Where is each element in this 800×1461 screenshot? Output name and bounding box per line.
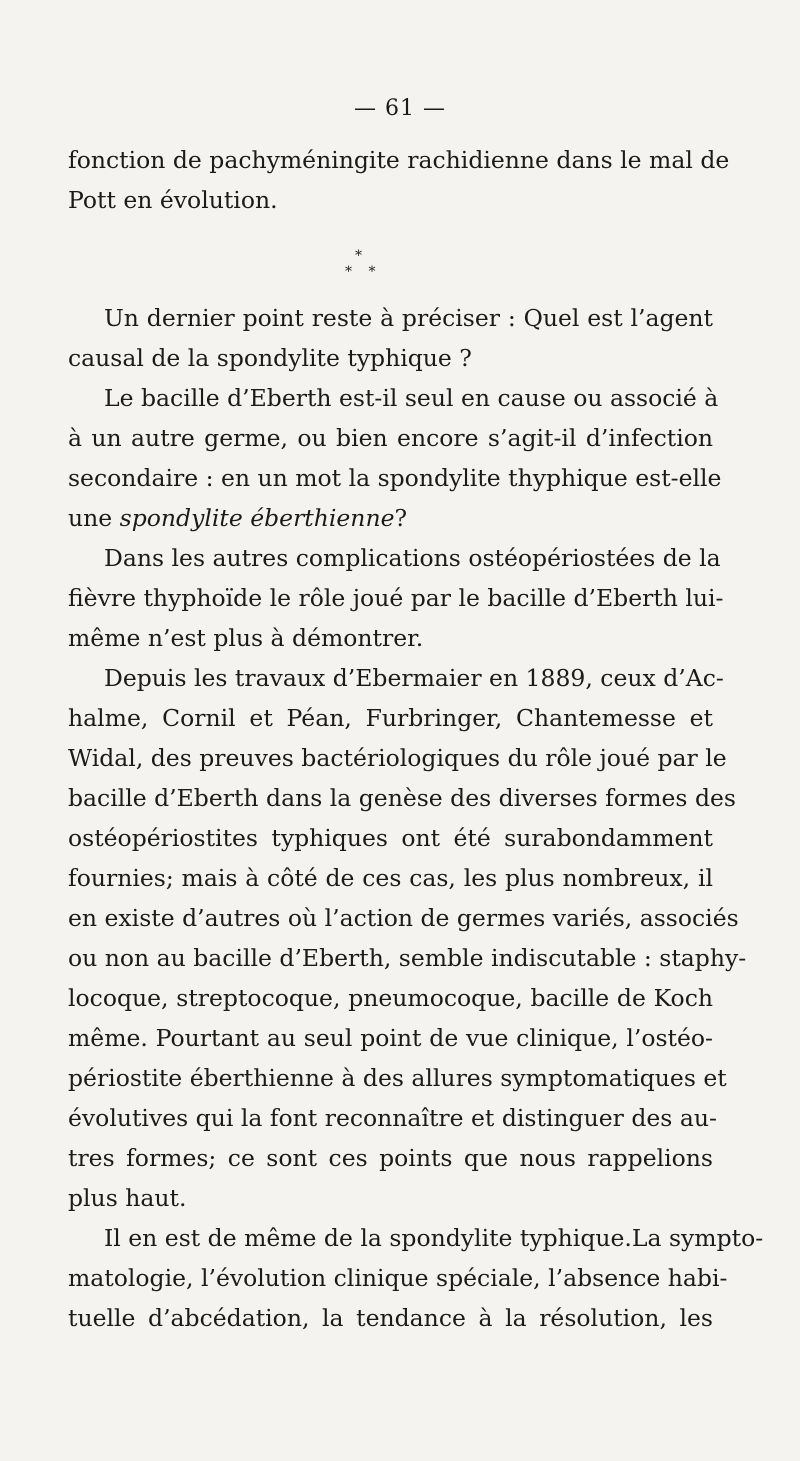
page-number: — 61 — [354,96,446,121]
text-fragment: ? [394,504,408,532]
paragraph [68,298,713,378]
text-line: matologie, l’évolution clinique spéciale, l’absence habi- [68,1264,728,1292]
text-line: tuelle d’abcédation, la tendance à la résolution, les [68,1304,713,1332]
text-line: ostéopériostites typhiques ont été surabondamment [68,824,713,852]
text-line: Le bacille d’Eberth est-il seul en cause ou associé à [104,384,719,412]
paragraph [68,378,722,538]
text-line: tres formes; ce sont ces points que nous rappelions [68,1144,713,1172]
text-line: Pott en évolution. [68,186,278,214]
text-fragment: une [68,504,120,532]
asterisk-mark: * [355,248,362,264]
italic-term: spondylite éberthienne [119,504,395,532]
text-line: à un autre germe, ou bien encore s’agit-il d’infection [68,424,713,452]
text-line [68,498,713,538]
text-line: causal de la spondylite typhique ? [68,344,472,372]
body-text [68,140,764,1338]
text-line: Dans les autres complications ostéopériostées de la [104,544,721,572]
text-line: même. Pourtant au seul point de vue clinique, l’ostéo- [68,1024,713,1052]
text-line: Un dernier point reste à préciser : Quel est l’agent [104,304,713,332]
text-line: fournies; mais à côté de ces cas, les plus nombreux, il [68,864,713,892]
text-line: en existe d’autres où l’action de germes variés, associés [68,904,739,932]
paragraph [68,658,747,1218]
text-line: bacille d’Eberth dans la genèse des diverses formes des [68,784,736,812]
paragraph-continuation [68,140,730,220]
text-line: Il en est de même de la spondylite typhique.La sympto- [104,1224,764,1252]
text-line: locoque, streptocoque, pneumocoque, bacille de Koch [68,984,713,1012]
text-line: ou non au bacille d’Eberth, semble indiscutable : staphy- [68,944,747,972]
paragraph [68,538,724,658]
text-line: fièvre thyphoïde le rôle joué par le bacille d’Eberth lui- [68,584,724,612]
text-line: plus haut. [68,1184,187,1212]
text-line: Widal, des preuves bactériologiques du rôle joué par le [68,744,727,772]
text-line: fonction de pachyméningite rachidienne dans le mal de [68,146,730,174]
paragraph [68,1218,764,1338]
text-line: halme, Cornil et Péan, Furbringer, Chantemesse et [68,704,713,732]
section-separator [68,220,713,298]
text-line: Depuis les travaux d’Ebermaier en 1889, ceux d’Ac- [104,664,724,692]
text-line: secondaire : en un mot la spondylite thyphique est-elle [68,464,722,492]
asterisk-mark: * * [345,264,382,280]
text-line: évolutives qui la font reconnaître et distinguer des au- [68,1104,717,1132]
text-line: périostite éberthienne à des allures symptomatiques et [68,1064,727,1092]
text-line: même n’est plus à démontrer. [68,624,424,652]
